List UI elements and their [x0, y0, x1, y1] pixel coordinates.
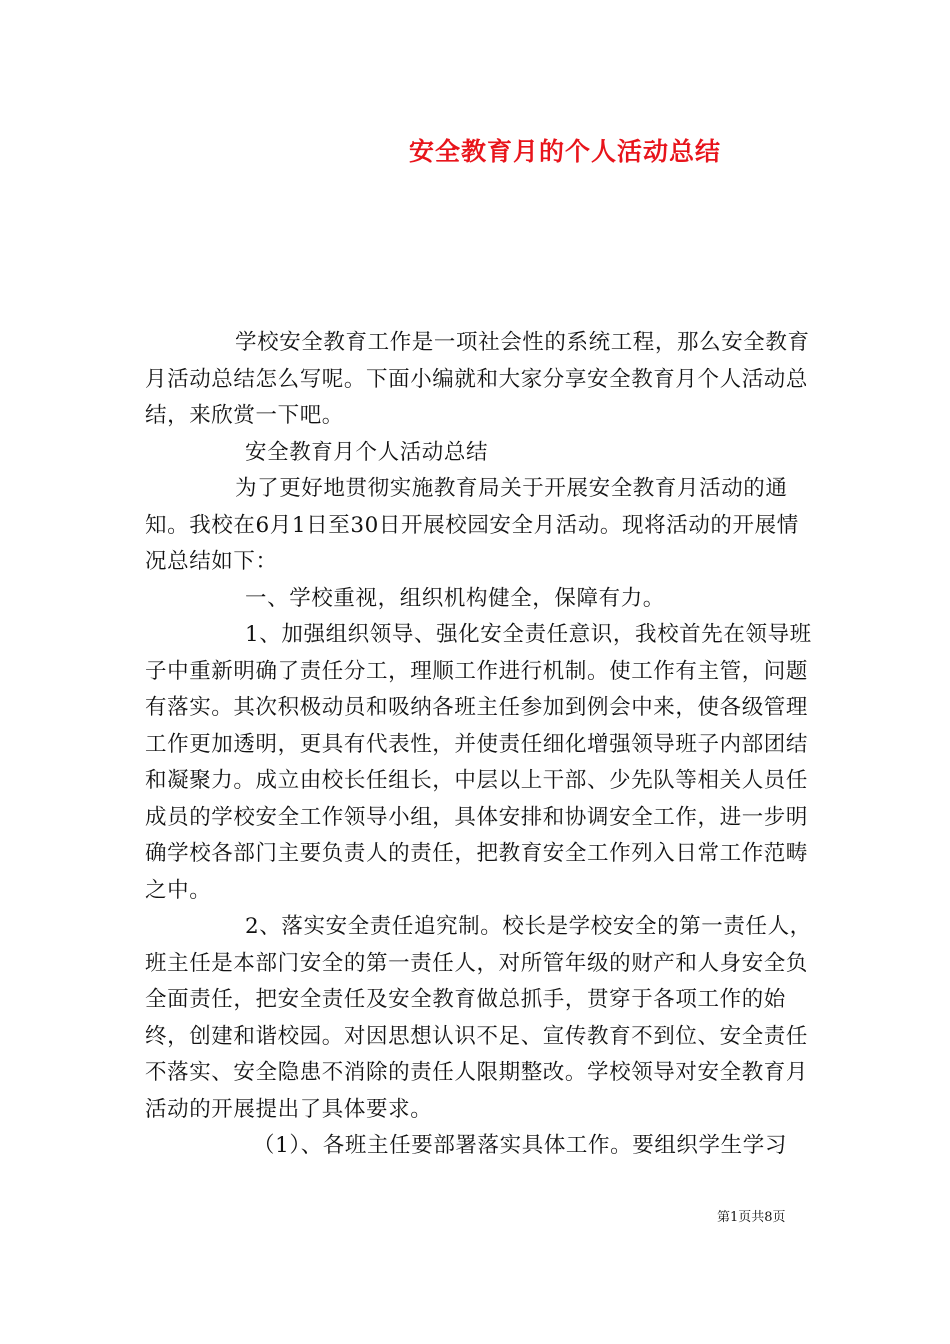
document-body [145, 325, 813, 1165]
sub-item-paragraph: （1）、各班主任要部署落实具体工作。要组织学生学习 [253, 1133, 787, 1158]
section-heading: 安全教育月个人活动总结 [245, 439, 489, 465]
document-title: 安全教育月的个人活动总结 [408, 137, 721, 166]
page-number-footer: 第1页共8页 [717, 1210, 786, 1225]
notice-paragraph: 为了更好地贯彻实施教育局关于开展安全教育月活动的通知。我校在6月1日至30日开展校园安全月活动。现将活动的开展情况总结如下： [145, 476, 799, 574]
intro-paragraph: 学校安全教育工作是一项社会性的系统工程，那么安全教育月活动总结怎么写呢。下面小编就和大家分享安全教育月个人活动总结，来欣赏一下吧。 [145, 330, 810, 428]
point-two-paragraph: 2、落实安全责任追究制。校长是学校安全的第一责任人，班主任是本部门安全的第一责任人，对所管年级的财产和人身安全负全面责任，把安全责任及安全教育做总抓手，贯穿于各项工作的始终，创建和谐校园。对因思想认识不足、宣传教育不到位、安全责任不落实、安全隐患不消除的责任人限期整改。学校领导对安全教育月活动的开展提出了具体要求。 [145, 914, 812, 1122]
point-one-paragraph: 1、加强组织领导、强化安全责任意识，我校首先在领导班子中重新明确了责任分工，理顺工作进行机制。使工作有主管，问题有落实。其次积极动员和吸纳各班主任参加到例会中来，使各级管理工作更加透明，更具有代表性，并使责任细化增强领导班子内部团结和凝聚力。成立由校长任组长，中层以上干部、少先队等相关人员任成员的学校安全工作领导小组，具体安排和协调安全工作，进一步明确学校各部门主要负责人的责任，把教育安全工作列入日常工作范畴之中。 [145, 622, 812, 903]
section-one-heading: 一、学校重视，组织机构健全，保障有力。 [245, 585, 665, 611]
